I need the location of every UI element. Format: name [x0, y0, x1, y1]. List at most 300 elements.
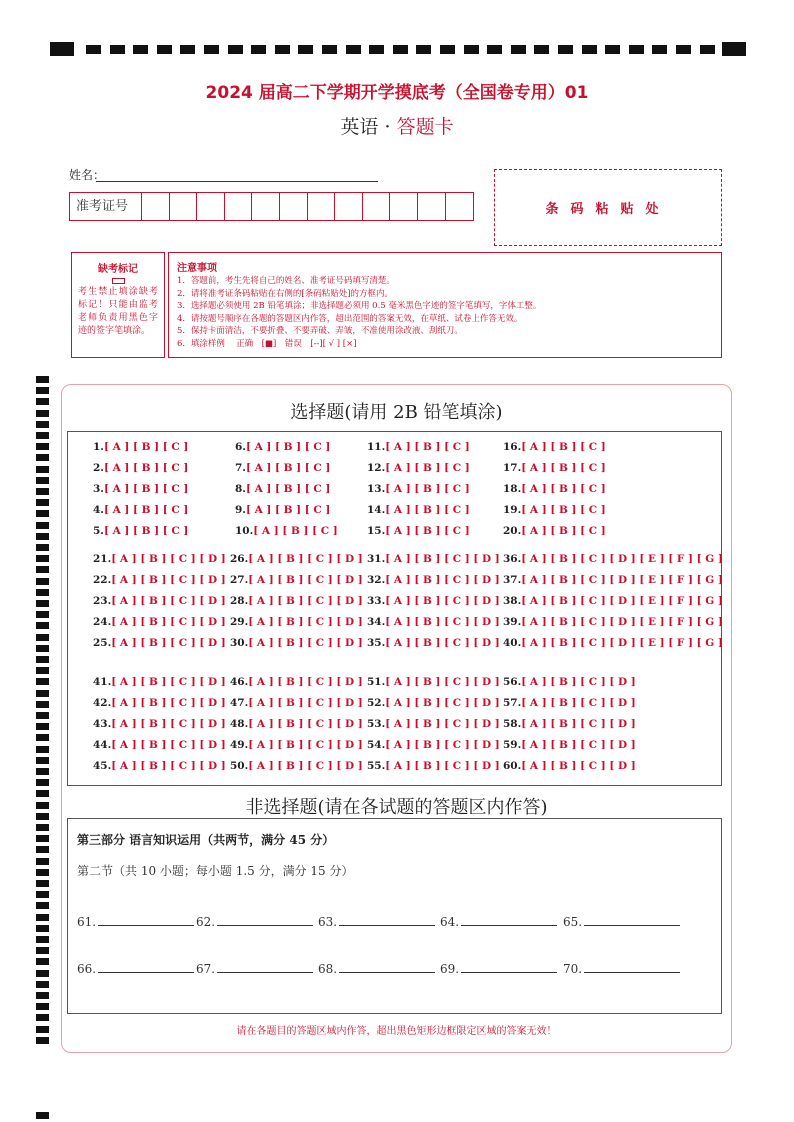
exam-number-cell[interactable]	[197, 193, 225, 220]
answer-options[interactable]: [ A ] [ B ] [ C ]	[103, 525, 189, 537]
footer-warning: 请在各题目的答题区域内作答，超出黑色矩形边框限定区域的答案无效！	[236, 1026, 557, 1037]
timing-mark	[157, 45, 172, 54]
question-number: 45.	[93, 760, 112, 772]
blank-line[interactable]	[584, 916, 680, 926]
timing-mark	[180, 45, 195, 54]
timing-mark	[204, 45, 219, 54]
card-subtitle	[0, 112, 794, 139]
choice-question[interactable]	[230, 553, 363, 565]
timing-mark	[36, 376, 49, 383]
choice-question[interactable]	[230, 676, 363, 688]
timing-mark	[275, 45, 290, 54]
answer-options[interactable]: [ A ] [ B ] [ C ] [ D ]	[521, 676, 636, 688]
question-number: 21.	[93, 553, 112, 565]
choice-question[interactable]	[230, 616, 363, 628]
answer-options[interactable]: [ A ] [ B ] [ C ]	[245, 504, 331, 516]
choice-question[interactable]	[367, 574, 500, 586]
answer-options[interactable]: [ A ] [ B ] [ C ] [ D ]	[385, 718, 500, 730]
timing-mark	[36, 578, 49, 585]
choice-question[interactable]	[503, 441, 606, 453]
timing-mark	[36, 1003, 49, 1010]
question-number: 50.	[230, 760, 249, 772]
question-number: 41.	[93, 676, 112, 688]
timing-mark	[36, 690, 49, 697]
choice-question[interactable]	[93, 697, 226, 709]
timing-mark	[36, 992, 49, 999]
answer-options[interactable]: [ A ] [ B ] [ C ]	[253, 525, 338, 537]
answer-options[interactable]: [ A ] [ B ] [ C ]	[245, 441, 331, 453]
choice-question[interactable]	[503, 462, 606, 474]
timing-mark	[36, 723, 49, 730]
choice-question[interactable]	[93, 718, 226, 730]
choice-question[interactable]	[503, 760, 636, 772]
choice-question[interactable]	[230, 637, 363, 649]
blank-line[interactable]	[461, 963, 557, 973]
question-number: 11.	[367, 441, 386, 453]
fill-blank[interactable]	[563, 915, 680, 929]
answer-options[interactable]: [ A ] [ B ] [ C ] [ D ]	[111, 595, 226, 607]
answer-options[interactable]: [ A ] [ B ] [ C ] [ D ]	[385, 637, 500, 649]
answer-options[interactable]: [ A ] [ B ] [ C ] [ D ]	[248, 553, 363, 565]
timing-mark	[511, 45, 526, 54]
exam-number-label: 准考证号	[70, 193, 142, 220]
answer-options[interactable]: [ A ] [ B ] [ C ] [ D ] [ E ] [ F ] [ G ]	[521, 553, 723, 565]
choice-question[interactable]	[503, 697, 636, 709]
barcode-label: 条码粘贴处	[545, 202, 671, 217]
choice-question[interactable]	[367, 697, 500, 709]
blank-number: 61.	[77, 915, 97, 929]
choice-question[interactable]	[503, 739, 636, 751]
timing-mark	[36, 544, 49, 551]
question-number: 43.	[93, 718, 112, 730]
timing-mark	[36, 970, 49, 977]
question-number: 16.	[503, 441, 522, 453]
answer-options[interactable]: [ A ] [ B ] [ C ] [ D ]	[248, 718, 363, 730]
question-number: 42.	[93, 697, 112, 709]
nonchoice-section-title: 非选择题(请在各试题的答题区内作答)	[245, 797, 548, 818]
timing-mark	[322, 45, 337, 54]
notice-item: 2．请将准考证条码粘贴在右侧的[条码粘贴处]的方框内。	[177, 288, 394, 299]
choice-question[interactable]	[367, 760, 500, 772]
timing-mark	[36, 824, 49, 831]
answer-options[interactable]: [ A ] [ B ] [ C ]	[521, 504, 606, 516]
choice-question[interactable]	[230, 718, 363, 730]
answer-card-label: 答题卡	[396, 116, 454, 138]
question-number: 14.	[367, 504, 386, 516]
choice-question[interactable]	[230, 739, 363, 751]
timing-mark	[36, 958, 49, 965]
choice-question[interactable]	[503, 553, 723, 565]
answer-options[interactable]: [ A ] [ B ] [ C ] [ D ]	[521, 760, 636, 772]
timing-mark	[133, 45, 148, 54]
choice-question[interactable]	[230, 574, 363, 586]
timing-mark	[629, 45, 644, 54]
timing-mark	[36, 432, 49, 439]
timing-mark	[36, 566, 49, 573]
answer-options[interactable]: [ A ] [ B ] [ C ]	[385, 462, 470, 474]
answer-options[interactable]: [ A ] [ B ] [ C ] [ D ]	[248, 697, 363, 709]
question-number: 35.	[367, 637, 386, 649]
choice-question[interactable]	[367, 739, 500, 751]
timing-mark	[36, 522, 49, 529]
answer-options[interactable]: [ A ] [ B ] [ C ]	[103, 483, 189, 495]
choice-question[interactable]	[367, 616, 500, 628]
choice-question[interactable]	[235, 462, 330, 474]
timing-mark	[36, 667, 49, 674]
exam-number-cell[interactable]	[363, 193, 391, 220]
timing-mark	[36, 891, 49, 898]
timing-mark	[36, 421, 49, 428]
question-number: 31.	[367, 553, 386, 565]
timing-mark	[298, 45, 313, 54]
answer-options[interactable]: [ A ] [ B ] [ C ] [ D ]	[248, 616, 363, 628]
answer-options[interactable]: [ A ] [ B ] [ C ] [ D ]	[111, 553, 226, 565]
choice-question[interactable]	[503, 525, 606, 537]
timing-mark	[36, 555, 49, 562]
timing-mark	[36, 768, 49, 775]
notice-item: 5．保持卡面清洁，不要折叠、不要弄破、弄皱，不准使用涂改液、刮纸刀。	[177, 326, 463, 337]
timing-mark	[36, 757, 49, 764]
answer-options[interactable]: [ A ] [ B ] [ C ] [ D ] [ E ] [ F ] [ G ]	[521, 616, 723, 628]
blank-line[interactable]	[98, 963, 194, 973]
choice-question[interactable]	[93, 739, 226, 751]
question-number: 48.	[230, 718, 249, 730]
answer-options[interactable]: [ A ] [ B ] [ C ]	[521, 525, 606, 537]
answer-options[interactable]: [ A ] [ B ] [ C ] [ D ] [ E ] [ F ] [ G ]	[521, 574, 723, 586]
choice-question[interactable]	[235, 525, 338, 537]
fill-blank[interactable]	[77, 915, 194, 929]
choice-question[interactable]	[367, 525, 470, 537]
question-number: 25.	[93, 637, 112, 649]
exam-number-cell[interactable]	[225, 193, 253, 220]
timing-mark	[86, 45, 101, 54]
question-number: 10.	[235, 525, 254, 537]
fill-blank[interactable]	[440, 915, 557, 929]
answer-options[interactable]: [ A ] [ B ] [ C ] [ D ]	[248, 574, 363, 586]
question-number: 8.	[235, 483, 246, 495]
timing-mark	[36, 712, 49, 719]
answer-options[interactable]: [ A ] [ B ] [ C ] [ D ]	[111, 760, 226, 772]
timing-mark	[36, 611, 49, 618]
choice-question[interactable]	[93, 525, 188, 537]
absent-mark-text: 考生禁止填涂缺考标记！只能由监考老师负责用黑色字迹的签字笔填涂。	[78, 287, 158, 336]
answer-options[interactable]: [ A ] [ B ] [ C ]	[521, 441, 606, 453]
answer-options[interactable]: [ A ] [ B ] [ C ] [ D ]	[521, 739, 636, 751]
answer-options[interactable]: [ A ] [ B ] [ C ] [ D ]	[521, 697, 636, 709]
blank-line[interactable]	[217, 963, 313, 973]
answer-options[interactable]: [ A ] [ B ] [ C ] [ D ]	[111, 616, 226, 628]
blank-line[interactable]	[217, 916, 313, 926]
exam-number-cell[interactable]	[142, 193, 170, 220]
timing-mark	[36, 1014, 49, 1021]
answer-options[interactable]: [ A ] [ B ] [ C ] [ D ] [ E ] [ F ] [ G ]	[521, 637, 723, 649]
notice-item: 1．答题前，考生先将自己的姓名、准考证号码填写清楚。	[177, 276, 395, 286]
blank-line[interactable]	[339, 963, 435, 973]
answer-options[interactable]: [ A ] [ B ] [ C ] [ D ]	[385, 595, 500, 607]
answer-options[interactable]: [ A ] [ B ] [ C ] [ D ]	[521, 718, 636, 730]
absent-mark-box	[71, 252, 165, 358]
fill-blank[interactable]	[77, 962, 194, 976]
question-number: 29.	[230, 616, 249, 628]
choice-question[interactable]	[367, 441, 470, 453]
choice-question[interactable]	[230, 595, 363, 607]
timing-mark	[416, 45, 431, 54]
exam-number-cell[interactable]	[252, 193, 280, 220]
answer-options[interactable]: [ A ] [ B ] [ C ] [ D ]	[111, 574, 226, 586]
timing-mark	[36, 701, 49, 708]
question-number: 1.	[93, 441, 104, 453]
timing-mark	[251, 45, 266, 54]
timing-mark	[36, 981, 49, 988]
choice-question[interactable]	[93, 441, 188, 453]
timing-mark	[36, 880, 49, 887]
choice-question[interactable]	[367, 718, 500, 730]
timing-mark	[36, 858, 49, 865]
choice-question[interactable]	[367, 595, 500, 607]
choice-question[interactable]	[93, 553, 226, 565]
question-number: 52.	[367, 697, 386, 709]
top-timing-marks	[50, 42, 746, 56]
question-number: 20.	[503, 525, 522, 537]
name-field[interactable]	[96, 181, 378, 182]
answer-options[interactable]: [ A ] [ B ] [ C ] [ D ]	[248, 739, 363, 751]
choice-question[interactable]	[235, 483, 330, 495]
timing-mark	[700, 45, 715, 54]
question-number: 27.	[230, 574, 249, 586]
question-number: 12.	[367, 462, 386, 474]
answer-options[interactable]: [ A ] [ B ] [ C ] [ D ]	[385, 697, 500, 709]
timing-mark	[36, 1112, 49, 1119]
timing-mark	[36, 869, 49, 876]
timing-mark	[228, 45, 243, 54]
blank-line[interactable]	[461, 916, 557, 926]
choice-question[interactable]	[93, 637, 226, 649]
timing-mark	[36, 634, 49, 641]
choice-question[interactable]	[93, 676, 226, 688]
question-number: 56.	[503, 676, 522, 688]
choice-question[interactable]	[503, 574, 723, 586]
timing-mark	[36, 443, 49, 450]
choice-question[interactable]	[503, 718, 636, 730]
timing-mark	[36, 914, 49, 921]
timing-mark	[346, 45, 361, 54]
choice-question[interactable]	[93, 462, 188, 474]
timing-mark	[558, 45, 573, 54]
answer-options[interactable]: [ A ] [ B ] [ C ] [ D ]	[111, 739, 226, 751]
answer-options[interactable]: [ A ] [ B ] [ C ] [ D ]	[385, 616, 500, 628]
answer-options[interactable]: [ A ] [ B ] [ C ] [ D ]	[385, 553, 500, 565]
fill-blank[interactable]	[196, 962, 313, 976]
question-number: 46.	[230, 676, 249, 688]
answer-options[interactable]: [ A ] [ B ] [ C ]	[103, 462, 189, 474]
choice-question[interactable]	[367, 553, 500, 565]
timing-mark	[36, 410, 49, 417]
blank-line[interactable]	[339, 916, 435, 926]
fill-blank[interactable]	[440, 962, 557, 976]
answer-options[interactable]: [ A ] [ B ] [ C ] [ D ]	[248, 760, 363, 772]
timing-mark	[652, 45, 667, 54]
answer-options[interactable]: [ A ] [ B ] [ C ] [ D ] [ E ] [ F ] [ G ]	[521, 595, 723, 607]
absent-mark-checkbox[interactable]	[112, 278, 125, 284]
timing-mark	[605, 45, 620, 54]
answer-options[interactable]: [ A ] [ B ] [ C ]	[521, 483, 606, 495]
question-number: 36.	[503, 553, 522, 565]
answer-options[interactable]: [ A ] [ B ] [ C ]	[245, 462, 331, 474]
answer-options[interactable]: [ A ] [ B ] [ C ] [ D ]	[111, 718, 226, 730]
answer-options[interactable]: [ A ] [ B ] [ C ] [ D ]	[248, 676, 363, 688]
question-number: 55.	[367, 760, 386, 772]
question-number: 51.	[367, 676, 386, 688]
answer-options[interactable]: [ A ] [ B ] [ C ] [ D ]	[248, 637, 363, 649]
exam-number-cell[interactable]	[446, 193, 474, 220]
choice-question[interactable]	[93, 616, 226, 628]
answer-options[interactable]: [ A ] [ B ] [ C ] [ D ]	[385, 574, 500, 586]
choice-question[interactable]	[367, 676, 500, 688]
exam-number-cell[interactable]	[280, 193, 308, 220]
question-number: 44.	[93, 739, 112, 751]
choice-question[interactable]	[230, 760, 363, 772]
answer-options[interactable]: [ A ] [ B ] [ C ]	[521, 462, 606, 474]
choice-question[interactable]	[93, 595, 226, 607]
timing-mark	[36, 622, 49, 629]
answer-options[interactable]: [ A ] [ B ] [ C ]	[103, 504, 189, 516]
question-number: 54.	[367, 739, 386, 751]
exam-number-cell[interactable]	[418, 193, 446, 220]
timing-mark	[110, 45, 125, 54]
fill-blank[interactable]	[318, 915, 435, 929]
answer-options[interactable]: [ A ] [ B ] [ C ] [ D ]	[111, 697, 226, 709]
timing-mark	[36, 656, 49, 663]
blank-number: 65.	[563, 915, 583, 929]
question-number: 24.	[93, 616, 112, 628]
question-number: 26.	[230, 553, 249, 565]
choice-question[interactable]	[503, 676, 636, 688]
question-number: 3.	[93, 483, 104, 495]
exam-number-cell[interactable]	[390, 193, 418, 220]
choice-question[interactable]	[503, 616, 723, 628]
answer-options[interactable]: [ A ] [ B ] [ C ] [ D ]	[111, 637, 226, 649]
choice-question[interactable]	[367, 483, 470, 495]
notice-title: 注意事项	[177, 263, 217, 274]
section-note: 第二节（共 10 小题；每小题 1.5 分，满分 15 分）	[77, 864, 354, 878]
exam-number-cell[interactable]	[170, 193, 198, 220]
question-number: 5.	[93, 525, 104, 537]
choice-question[interactable]	[503, 595, 723, 607]
timing-mark	[393, 45, 408, 54]
question-number: 15.	[367, 525, 386, 537]
answer-options[interactable]: [ A ] [ B ] [ C ] [ D ]	[111, 676, 226, 688]
timing-mark	[440, 45, 455, 54]
question-number: 19.	[503, 504, 522, 516]
blank-line[interactable]	[98, 916, 194, 926]
choice-question[interactable]	[503, 504, 606, 516]
timing-mark	[36, 1037, 49, 1044]
question-number: 38.	[503, 595, 522, 607]
fill-blank[interactable]	[196, 915, 313, 929]
answer-options[interactable]: [ A ] [ B ] [ C ] [ D ]	[385, 676, 500, 688]
answer-options[interactable]: [ A ] [ B ] [ C ] [ D ]	[385, 760, 500, 772]
timing-mark	[36, 499, 49, 506]
question-number: 58.	[503, 718, 522, 730]
timing-mark	[36, 589, 49, 596]
timing-mark	[487, 45, 502, 54]
question-number: 30.	[230, 637, 249, 649]
answer-options[interactable]: [ A ] [ B ] [ C ] [ D ]	[248, 595, 363, 607]
timing-mark	[36, 835, 49, 842]
choice-question[interactable]	[503, 483, 606, 495]
blank-number: 62.	[196, 915, 216, 929]
question-number: 23.	[93, 595, 112, 607]
timing-mark	[36, 846, 49, 853]
timing-mark	[369, 45, 384, 54]
timing-mark	[36, 533, 49, 540]
question-number: 47.	[230, 697, 249, 709]
timing-mark	[36, 779, 49, 786]
question-number: 60.	[503, 760, 522, 772]
answer-options[interactable]: [ A ] [ B ] [ C ]	[385, 441, 470, 453]
timing-mark	[36, 936, 49, 943]
choice-question[interactable]	[93, 504, 188, 516]
notice-item: 6．填涂样例 正确 [■] 错误 [--][ √ ] [×]	[177, 338, 357, 349]
choice-question[interactable]	[230, 697, 363, 709]
question-number: 53.	[367, 718, 386, 730]
timing-mark	[722, 42, 746, 56]
timing-mark	[36, 510, 49, 517]
choice-question[interactable]	[367, 637, 500, 649]
choice-question[interactable]	[93, 574, 226, 586]
left-timing-marks	[36, 376, 50, 1122]
subject-name: 英语	[340, 116, 379, 138]
timing-mark	[36, 645, 49, 652]
choice-question[interactable]	[367, 504, 470, 516]
timing-mark	[534, 45, 549, 54]
timing-mark	[36, 947, 49, 954]
blank-number: 66.	[77, 962, 97, 976]
fill-blank[interactable]	[318, 962, 435, 976]
choice-question[interactable]	[503, 637, 723, 649]
exam-number-cell[interactable]	[335, 193, 363, 220]
answer-options[interactable]: [ A ] [ B ] [ C ]	[385, 525, 470, 537]
answer-options[interactable]: [ A ] [ B ] [ C ]	[103, 441, 189, 453]
exam-number-grid	[69, 192, 474, 221]
choice-question[interactable]	[93, 483, 188, 495]
question-number: 22.	[93, 574, 112, 586]
answer-options[interactable]: [ A ] [ B ] [ C ]	[245, 483, 331, 495]
answer-options[interactable]: [ A ] [ B ] [ C ] [ D ]	[385, 739, 500, 751]
question-number: 28.	[230, 595, 249, 607]
choice-question[interactable]	[367, 462, 470, 474]
fill-blank[interactable]	[563, 962, 680, 976]
timing-mark	[676, 45, 691, 54]
choice-question[interactable]	[235, 441, 330, 453]
question-number: 2.	[93, 462, 104, 474]
blank-number: 64.	[440, 915, 460, 929]
choice-question[interactable]	[93, 760, 226, 772]
timing-mark	[36, 466, 49, 473]
question-number: 13.	[367, 483, 386, 495]
absent-mark-title: 缺考标记	[98, 264, 138, 275]
blank-number: 69.	[440, 962, 460, 976]
question-number: 40.	[503, 637, 522, 649]
answer-options[interactable]: [ A ] [ B ] [ C ]	[385, 483, 470, 495]
blank-number: 70.	[563, 962, 583, 976]
choice-question[interactable]	[235, 504, 330, 516]
answer-options[interactable]: [ A ] [ B ] [ C ]	[385, 504, 470, 516]
question-number: 34.	[367, 616, 386, 628]
blank-line[interactable]	[584, 963, 680, 973]
timing-mark	[36, 734, 49, 741]
exam-number-cell[interactable]	[308, 193, 336, 220]
